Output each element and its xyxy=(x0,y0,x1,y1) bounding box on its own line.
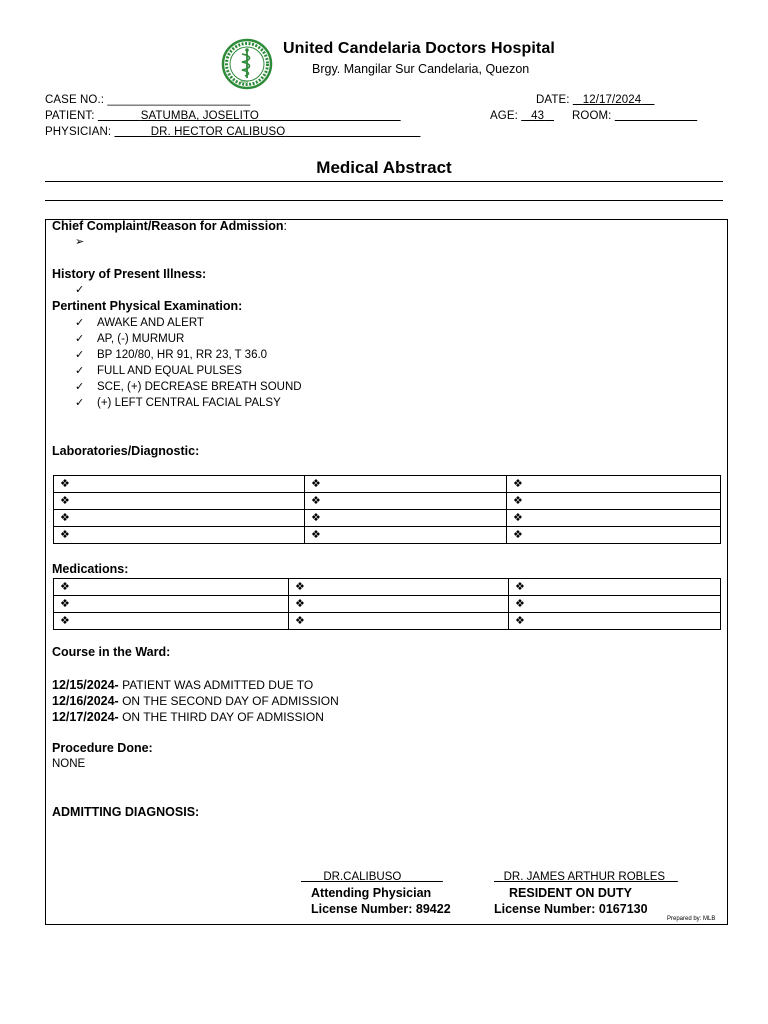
resident-license: License Number: 0167130 xyxy=(494,902,648,916)
room-field xyxy=(572,110,697,122)
table-cell: ❖ xyxy=(54,527,305,544)
table-cell: ❖ xyxy=(507,476,721,493)
physician-value: DR. HECTOR CALIBUSO xyxy=(150,126,286,138)
room-value-wrap xyxy=(615,110,697,122)
exam-item: ✓ (+) LEFT CENTRAL FACIAL PALSY xyxy=(75,396,281,409)
table-cell: ❖ xyxy=(305,510,507,527)
table-cell: ❖ xyxy=(54,510,305,527)
course-heading: Course in the Ward: xyxy=(52,645,171,659)
table-row xyxy=(54,527,721,544)
resident-signature-name: DR. JAMES ARTHUR ROBLES xyxy=(503,871,666,883)
table-row xyxy=(54,493,721,510)
table-cell: ❖ xyxy=(289,613,509,630)
checkmark-icon: ✓ xyxy=(75,364,85,377)
table-cell: ❖ xyxy=(305,527,507,544)
table-cell: ❖ xyxy=(305,493,507,510)
arrow-bullet-icon: ➢ xyxy=(75,235,85,248)
table-cell: ❖ xyxy=(509,596,721,613)
title-rule-top xyxy=(45,181,723,182)
checkmark-icon: ✓ xyxy=(75,332,85,345)
table-cell: ❖ xyxy=(54,596,289,613)
physical-exam-heading: Pertinent Physical Examination: xyxy=(52,299,243,313)
table-cell: ❖ xyxy=(54,493,305,510)
age-label: AGE: xyxy=(490,110,518,122)
table-row xyxy=(54,476,721,493)
patient-value-wrap xyxy=(98,110,401,122)
exam-item: ✓ SCE, (+) DECREASE BREATH SOUND xyxy=(75,380,302,393)
table-cell: ❖ xyxy=(509,579,721,596)
logo-year: 2007 xyxy=(240,79,249,84)
patient-value: SATUMBA, JOSELITO xyxy=(140,110,259,122)
case-number-field xyxy=(45,94,250,106)
exam-item: ✓ AP, (-) MURMUR xyxy=(75,332,185,345)
procedure-heading: Procedure Done: xyxy=(52,741,153,755)
checkmark-icon: ✓ xyxy=(75,348,85,361)
table-cell: ❖ xyxy=(54,579,289,596)
prepared-by: Prepared by: MLB xyxy=(667,916,716,922)
physician-label: PHYSICIAN: xyxy=(45,126,112,138)
table-cell: ❖ xyxy=(305,476,507,493)
course-entry: 12/15/2024- PATIENT WAS ADMITTED DUE TO xyxy=(52,678,314,692)
table-row xyxy=(54,596,721,613)
exam-item: ✓ AWAKE AND ALERT xyxy=(75,316,204,329)
medications-heading: Medications: xyxy=(52,562,129,576)
table-cell: ❖ xyxy=(289,596,509,613)
patient-label: PATIENT: xyxy=(45,110,95,122)
resident-role: RESIDENT ON DUTY xyxy=(509,886,632,900)
attending-license: License Number: 89422 xyxy=(311,902,451,916)
physician-value-wrap xyxy=(114,126,420,138)
case-number-value: ______________________ xyxy=(107,94,251,106)
laboratories-heading: Laboratories/Diagnostic: xyxy=(52,444,200,458)
attending-signature-name: DR.CALIBUSO xyxy=(323,871,402,883)
table-row xyxy=(54,613,721,630)
checkmark-icon: ✓ xyxy=(75,316,85,329)
exam-item: ✓ BP 120/80, HR 91, RR 23, T 36.0 xyxy=(75,348,268,361)
medications-table xyxy=(53,578,721,630)
hospital-address: Brgy. Mangilar Sur Candelaria, Quezon xyxy=(312,62,530,76)
date-value-wrap xyxy=(573,94,655,106)
checkmark-icon: ✓ xyxy=(75,283,85,296)
table-row xyxy=(54,510,721,527)
table-cell: ❖ xyxy=(507,493,721,510)
table-row xyxy=(54,579,721,596)
laboratories-table xyxy=(53,475,721,544)
table-cell: ❖ xyxy=(507,510,721,527)
age-value-wrap xyxy=(521,110,554,122)
table-cell: ❖ xyxy=(507,527,721,544)
table-cell: ❖ xyxy=(509,613,721,630)
history-heading: History of Present Illness: xyxy=(52,267,207,281)
checkmark-icon: ✓ xyxy=(75,396,85,409)
table-cell: ❖ xyxy=(54,613,289,630)
age-value: 43 xyxy=(531,110,545,122)
hospital-name: United Candelaria Doctors Hospital xyxy=(283,40,555,57)
physician-field xyxy=(45,126,420,138)
room-label: ROOM: xyxy=(572,110,612,122)
table-cell: ❖ xyxy=(289,579,509,596)
date-value: 12/17/2024 xyxy=(582,94,642,106)
attending-role: Attending Physician xyxy=(311,886,432,900)
age-field xyxy=(490,110,554,122)
exam-item: ✓ FULL AND EQUAL PULSES xyxy=(75,364,242,377)
course-entry: 12/17/2024- ON THE THIRD DAY OF ADMISSION xyxy=(52,710,324,724)
date-label: DATE: xyxy=(536,94,570,106)
document-title: Medical Abstract xyxy=(316,158,452,177)
procedure-value: NONE xyxy=(52,758,86,770)
title-rule-bottom xyxy=(45,200,723,201)
case-number-label: CASE NO.: xyxy=(45,94,105,106)
chief-complaint-heading: Chief Complaint/Reason for Admission: xyxy=(52,219,287,233)
patient-field xyxy=(45,110,401,122)
checkmark-icon: ✓ xyxy=(75,380,85,393)
table-cell: ❖ xyxy=(54,476,305,493)
date-field xyxy=(536,94,654,106)
course-entry: 12/16/2024- ON THE SECOND DAY OF ADMISSION xyxy=(52,694,339,708)
admitting-diagnosis-heading: ADMITTING DIAGNOSIS: xyxy=(52,805,200,819)
